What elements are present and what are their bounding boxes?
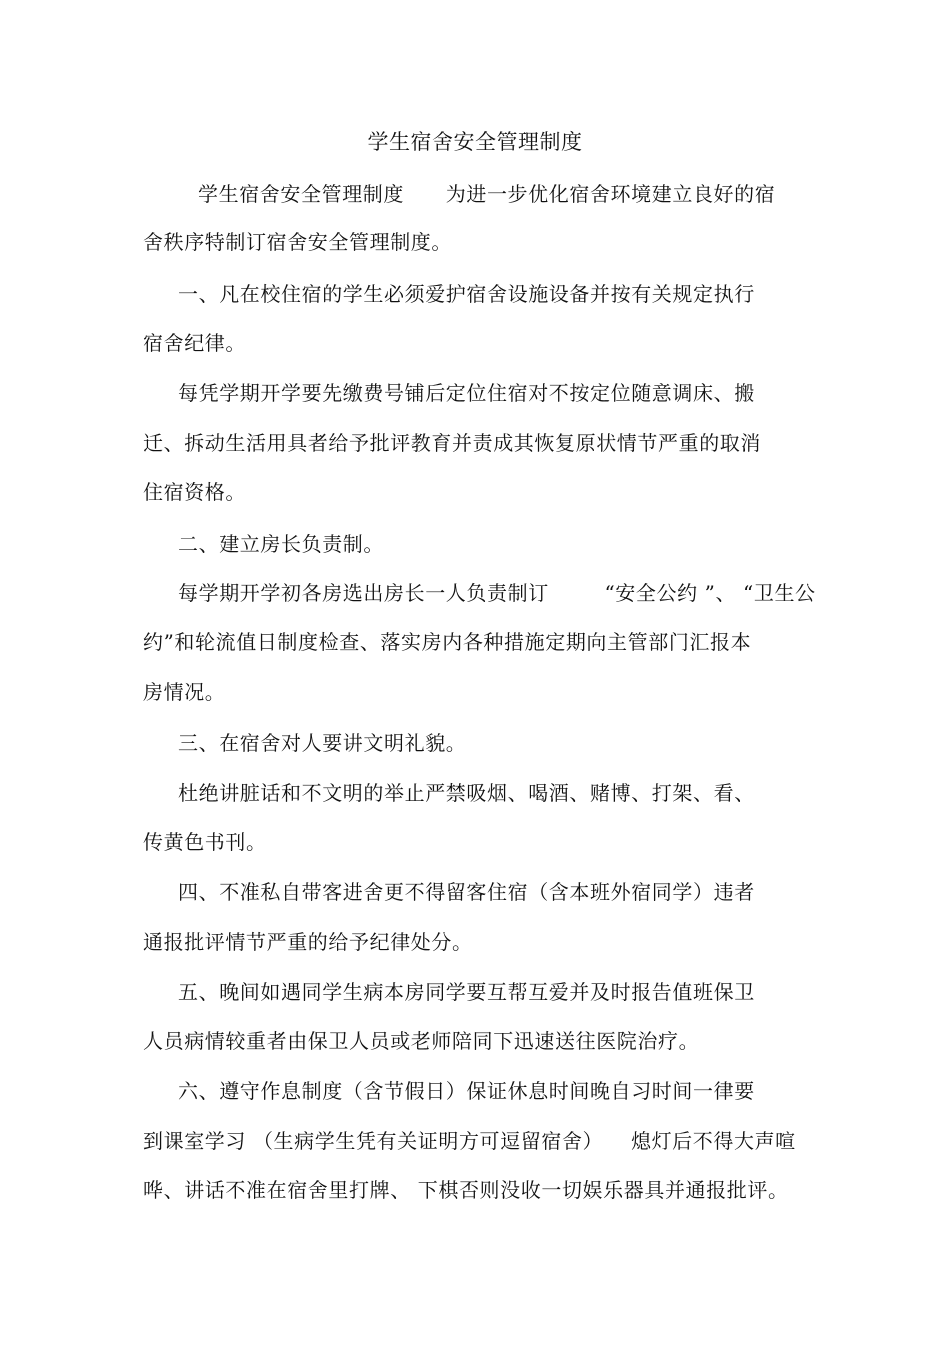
paragraph-line: 四、不准私自带客进舍更不得留客住宿（含本班外宿同学）违者	[178, 880, 755, 904]
paragraph-line: 学生宿舍安全管理制度 为进一步优化宿舍环境建立良好的宿	[198, 182, 776, 206]
paragraph-line: 到课室学习 （生病学生凭有关证明方可逗留宿舍） 熄灯后不得大声喧	[143, 1129, 796, 1153]
paragraph-line: 通报批评情节严重的给予纪律处分。	[143, 930, 473, 954]
paragraph-line: 每学期开学初各房选出房长一人负责制订 “安全公约 ”、 “卫生公	[178, 581, 816, 605]
paragraph-line: 二、建立房长负责制。	[178, 532, 384, 556]
paragraph-line: 宿舍纪律。	[143, 331, 246, 355]
paragraph-line: 人员病情较重者由保卫人员或老师陪同下迅速送往医院治疗。	[143, 1029, 700, 1053]
paragraph-line: 六、遵守作息制度（含节假日）保证休息时间晚自习时间一律要	[178, 1079, 755, 1103]
paragraph-line: 约”和轮流值日制度检查、落实房内各种措施定期向主管部门汇报本	[143, 630, 752, 654]
paragraph-line: 房情况。	[143, 680, 226, 704]
paragraph-line: 迁、拆动生活用具者给予批评教育并责成其恢复原状情节严重的取消	[143, 431, 761, 455]
paragraph-line: 杜绝讲脏话和不文明的举止严禁吸烟、喝酒、赌博、打架、看、	[178, 781, 755, 805]
document-title: 学生宿舍安全管理制度	[367, 130, 583, 154]
paragraph-line: 三、在宿舍对人要讲文明礼貌。	[178, 731, 467, 755]
paragraph-line: 哗、讲话不准在宿舍里打牌、 下棋否则没收一切娱乐器具并通报批评。	[143, 1178, 789, 1202]
paragraph-line: 传黄色书刊。	[143, 830, 267, 854]
paragraph-line: 舍秩序特制订宿舍安全管理制度。	[143, 230, 452, 254]
paragraph-line: 每凭学期开学要先缴费号铺后定位住宿对不按定位随意调床、搬	[178, 381, 755, 405]
paragraph-line: 住宿资格。	[143, 480, 246, 504]
paragraph-line: 一、凡在校住宿的学生必须爱护宿舍设施设备并按有关规定执行	[178, 282, 755, 306]
paragraph-line: 五、晚间如遇同学生病本房同学要互帮互爱并及时报告值班保卫	[178, 980, 755, 1004]
